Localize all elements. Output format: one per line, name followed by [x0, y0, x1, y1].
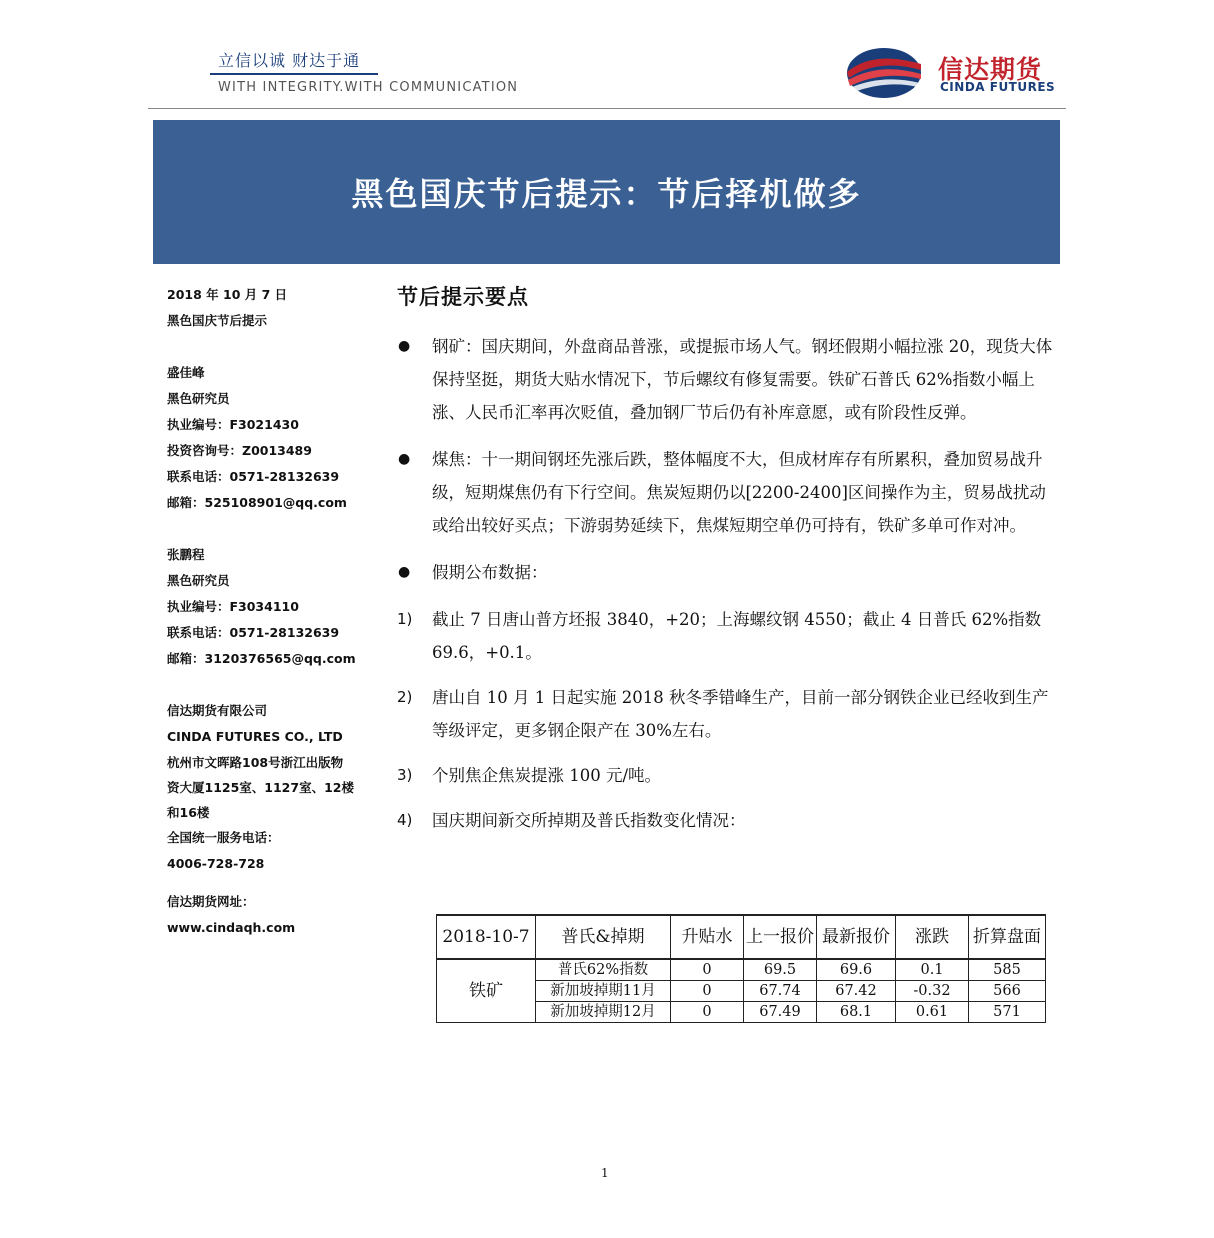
company-address: 和16楼: [167, 805, 210, 820]
item-text: 截止 7 日唐山普方坯报 3840，+20；上海螺纹钢 4550；截止 4 日普氏 62%指数 69.6，+0.1。: [432, 610, 1042, 662]
page-number: 1: [601, 1166, 609, 1180]
item-text: 唐山自 10 月 1 日起实施 2018 秋冬季错峰生产，目前一部分钢铁企业已经收到生产等级评定，更多钢企限产在 30%左右。: [432, 688, 1049, 740]
slogan-english: WITH INTEGRITY.WITH COMMUNICATION: [218, 80, 519, 95]
list-item: [397, 443, 1057, 542]
column-header: 升贴水: [671, 915, 744, 959]
bullet-text: 假期公布数据：: [432, 563, 548, 582]
table-cell: 571: [969, 1002, 1046, 1023]
table-cell: 566: [969, 981, 1046, 1002]
table-row: [437, 959, 1046, 981]
iron-ore-swap-table: [436, 914, 1046, 1023]
table-cell: -0.32: [896, 981, 969, 1002]
table-cell: 0: [671, 959, 744, 981]
item-text: 个别焦企焦炭提涨 100 元/吨。: [432, 766, 662, 785]
column-header: 最新报价: [817, 915, 896, 959]
logo-english-name: CINDA FUTURES: [940, 80, 1056, 94]
analyst-name: 盛佳峰: [167, 365, 205, 380]
table-cell: 67.49: [744, 1002, 817, 1023]
company-name-en: CINDA FUTURES CO., LTD: [167, 729, 343, 744]
item-number: 1): [397, 610, 413, 628]
list-item: [397, 330, 1057, 429]
table-cell: 新加坡掉期12月: [536, 1002, 671, 1023]
group-cell: 铁矿: [437, 959, 536, 1023]
website-link[interactable]: www.cindaqh.com: [167, 920, 296, 935]
table-cell: 69.5: [744, 959, 817, 981]
table-cell: 0.61: [896, 1002, 969, 1023]
column-header: 上一报价: [744, 915, 817, 959]
report-title: 黑色国庆节后提示：节后择机做多: [351, 175, 862, 213]
table-cell: 69.6: [817, 959, 896, 981]
cinda-logo-icon: [844, 44, 922, 100]
numbered-item: [397, 603, 1057, 669]
analyst-email[interactable]: 邮箱：3120376565@qq.com: [167, 651, 356, 666]
table-cell: 585: [969, 959, 1046, 981]
table-cell: 67.42: [817, 981, 896, 1002]
column-header: 折算盘面: [969, 915, 1046, 959]
analyst-license: 执业编号：F3021430: [167, 417, 299, 432]
analyst-phone: 联系电话：0571-28132639: [167, 625, 340, 640]
slogan-chinese: 立信以诚 财达于通: [218, 51, 361, 70]
item-text: 国庆期间新交所掉期及普氏指数变化情况：: [432, 811, 746, 830]
bullet-text: 钢矿：国庆期间，外盘商品普涨，或提振市场人气。钢坯假期小幅拉涨 20，现货大体保持坚挺，期货大贴水情况下，节后螺纹有修复需要。铁矿石普氏 62%指数小幅上涨、人民币汇率再次贬值，叠加钢厂节后仍有补库意愿，或有阶段性反弹。: [432, 337, 1053, 422]
company-name-cn: 信达期货有限公司: [167, 703, 268, 718]
analyst-phone: 联系电话：0571-28132639: [167, 469, 340, 484]
analyst-role: 黑色研究员: [167, 391, 230, 406]
hotline-label: 全国统一服务电话：: [167, 830, 280, 845]
logo-chinese-name: 信达期货: [938, 55, 1043, 84]
page-header: [0, 0, 1214, 112]
slogan-underline: [210, 73, 378, 75]
bullet-icon: ●: [398, 564, 411, 580]
table-cell: 0: [671, 981, 744, 1002]
title-banner: [153, 120, 1060, 264]
bullet-icon: ●: [398, 451, 411, 467]
table-header-row: [437, 915, 1046, 959]
table-cell: 0: [671, 1002, 744, 1023]
table-cell: 新加坡掉期11月: [536, 981, 671, 1002]
analyst-role: 黑色研究员: [167, 573, 230, 588]
item-number: 4): [397, 811, 413, 829]
table-cell: 0.1: [896, 959, 969, 981]
website-label: 信达期货网址：: [167, 894, 255, 909]
header-divider: [148, 108, 1066, 109]
table-cell: 普氏62%指数: [536, 959, 671, 981]
item-number: 3): [397, 766, 413, 784]
sidebar: [167, 282, 372, 941]
numbered-item: [397, 681, 1057, 747]
table-cell: 68.1: [817, 1002, 896, 1023]
table-cell: 67.74: [744, 981, 817, 1002]
report-type: 黑色国庆节后提示: [167, 313, 268, 328]
company-address: 资大厦1125室、1127室、12楼: [167, 780, 354, 795]
bullet-text: 煤焦：十一期间钢坯先涨后跌，整体幅度不大，但成材库存有所累积，叠加贸易战升级，短期煤焦仍有下行空间。焦炭短期仍以[2200-2400]区间操作为主，贸易战扰动或给出较好买点；下游弱势延续下，焦煤短期空单仍可持有，铁矿多单可作对冲。: [432, 450, 1046, 535]
column-header: 涨跌: [896, 915, 969, 959]
bullet-icon: ●: [398, 338, 411, 354]
list-item: [397, 556, 1057, 589]
numbered-item: [397, 759, 1057, 792]
report-date: 2018 年 10 月 7 日: [167, 287, 288, 302]
analyst-license: 执业编号：F3034110: [167, 599, 299, 614]
main-content: [397, 282, 1057, 837]
analyst-consult-id: 投资咨询号：Z0013489: [167, 443, 312, 458]
numbered-item: [397, 804, 1057, 837]
analyst-name: 张鹏程: [167, 547, 205, 562]
hotline-number: 4006-728-728: [167, 856, 265, 871]
column-header: 普氏&掉期: [536, 915, 671, 959]
analyst-email[interactable]: 邮箱：525108901@qq.com: [167, 495, 347, 510]
section-title: 节后提示要点: [397, 285, 529, 309]
item-number: 2): [397, 688, 413, 706]
company-address: 杭州市文晖路108号浙江出版物: [167, 755, 344, 770]
column-header: 2018-10-7: [437, 915, 536, 959]
